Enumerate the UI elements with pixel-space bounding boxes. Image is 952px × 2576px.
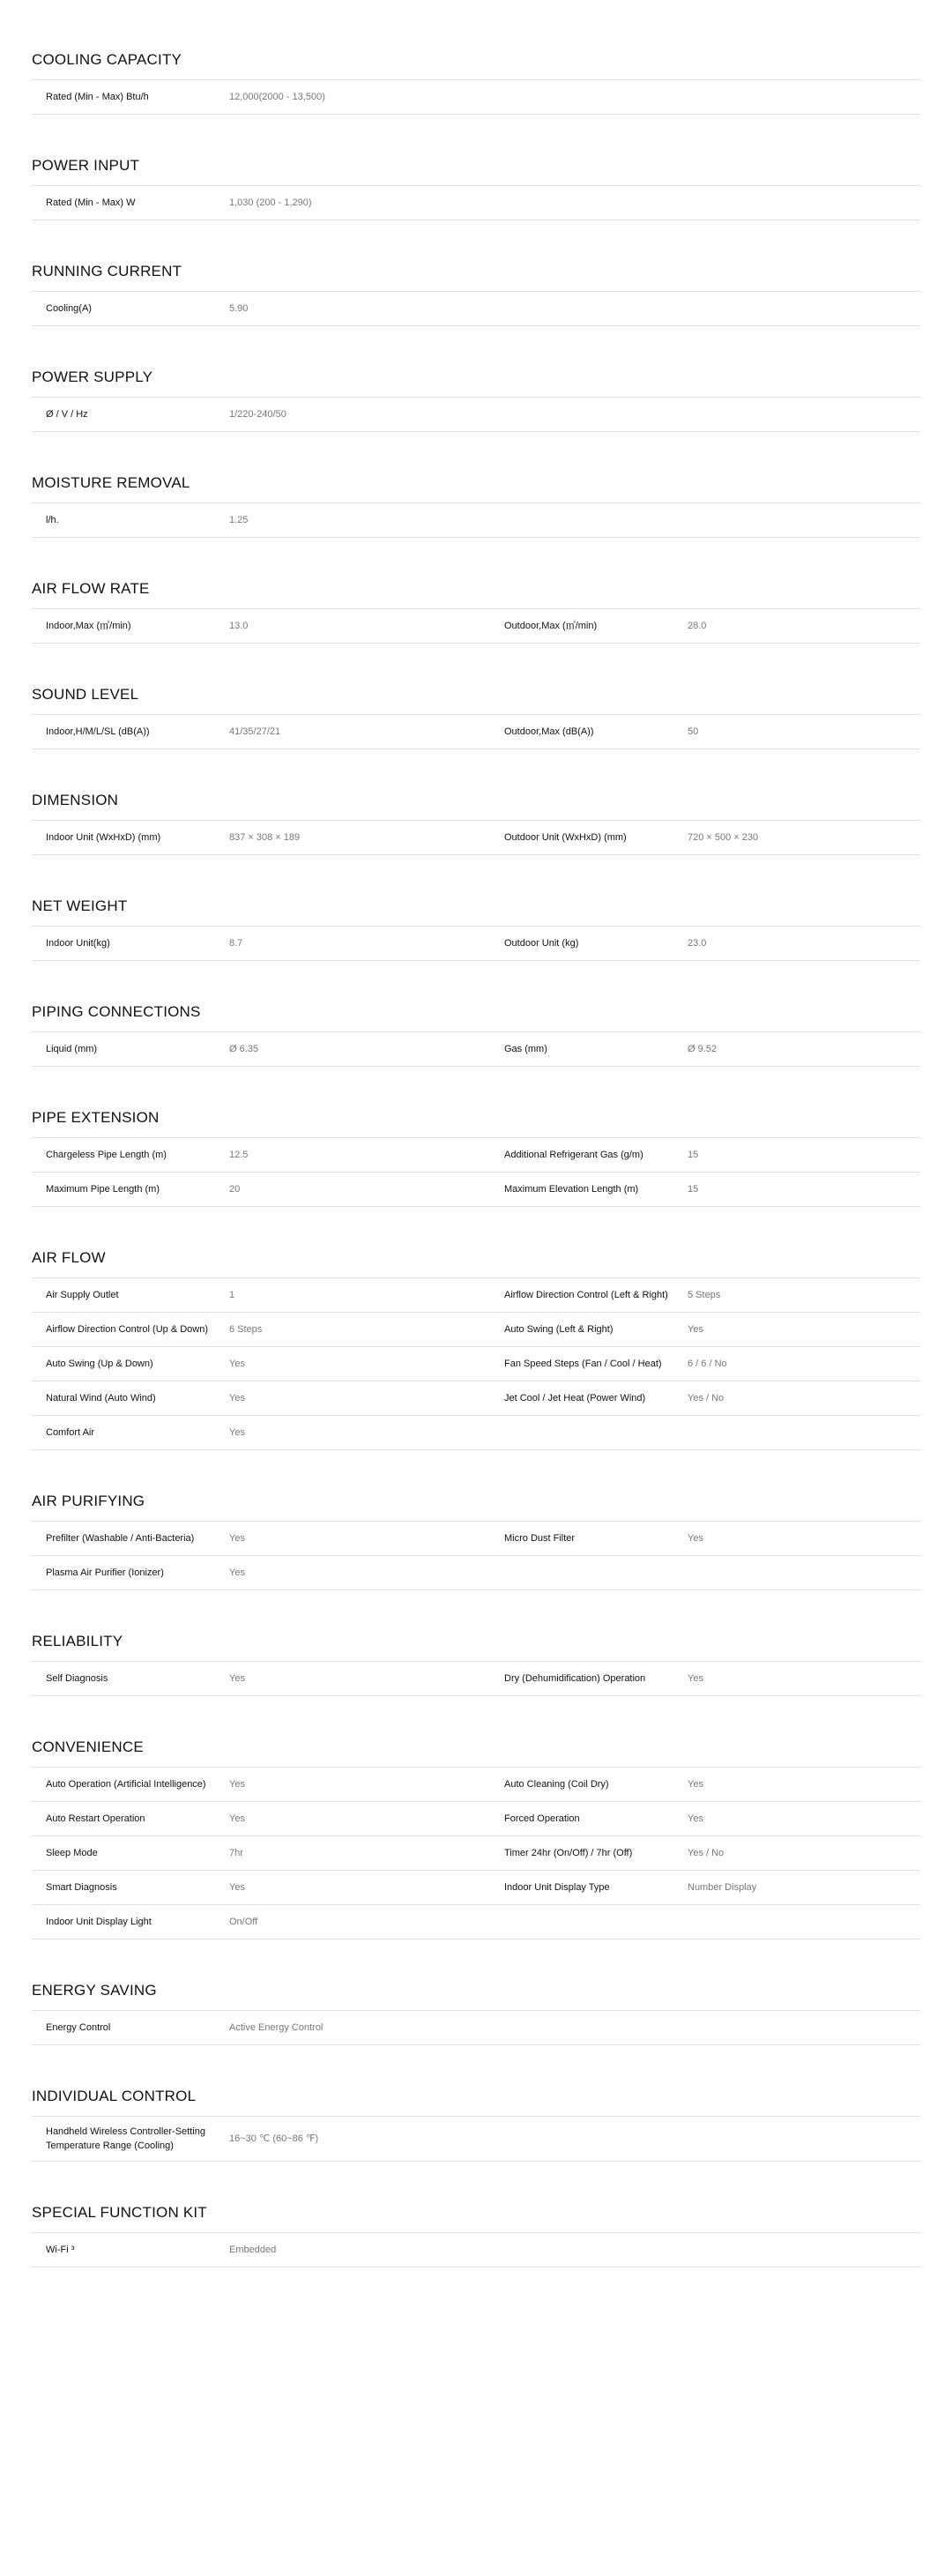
spec-section-power-supply [32,369,920,432]
spec-item [490,717,948,747]
spec-row [32,927,920,961]
spec-item [490,823,948,852]
spec-value: Yes [688,1324,703,1335]
spec-item [32,1664,490,1694]
spec-value: Number Display [688,1882,757,1893]
spec-section-individual-control [32,2088,920,2162]
spec-value: 23.0 [688,938,707,949]
spec-item [32,82,490,112]
spec-label: Indoor,H/M/L/SL (dB(A)) [46,726,150,737]
spec-label: Comfort Air [46,1427,95,1438]
spec-row [32,1138,920,1173]
spec-row [32,1836,920,1871]
spec-label: Ø / V / Hz [46,409,88,420]
spec-label: Plasma Air Purifier (Ionizer) [46,1567,164,1578]
spec-section-dimension [32,792,920,855]
spec-label: Airflow Direction Control (Up & Down) [46,1324,208,1335]
spec-section-special-function-kit [32,2204,920,2267]
spec-value: 16~30 ℃ (60~86 ℉) [229,2133,319,2144]
spec-value: Yes [688,1813,703,1824]
spec-label: Prefilter (Washable / Anti-Bacteria) [46,1533,195,1544]
spec-label: Rated (Min - Max) Btu/h [46,92,149,102]
spec-label: l/h. [46,515,59,525]
spec-item [32,1804,490,1834]
spec-label: Handheld Wireless Controller-Setting Temperature Range (Cooling) [46,2126,205,2151]
spec-row [32,2117,920,2162]
section-title: SPECIAL FUNCTION KIT [32,2204,920,2233]
section-title: DIMENSION [32,792,920,821]
spec-item [32,717,490,747]
section-title: RELIABILITY [32,1633,920,1662]
spec-item [32,1349,490,1379]
spec-item [32,928,490,958]
spec-value: Yes [688,1779,703,1790]
spec-item [490,1769,948,1799]
spec-row [32,1768,920,1802]
spec-label: Energy Control [46,2022,111,2033]
spec-section-energy-saving [32,1982,920,2045]
spec-value: 13.0 [229,621,249,631]
section-title: INDIVIDUAL CONTROL [32,2088,920,2117]
spec-item [32,1034,490,1064]
spec-label: Indoor,Max (㎥/min) [46,621,131,631]
spec-section-air-flow [32,1249,920,1450]
spec-label: Forced Operation [504,1813,580,1824]
spec-item [32,2117,490,2161]
spec-item [490,1280,948,1310]
spec-value: Ø 6.35 [229,1044,259,1054]
spec-value: 5 Steps [688,1290,721,1300]
spec-section-air-flow-rate [32,580,920,644]
spec-item [32,1838,490,1868]
spec-section-convenience [32,1738,920,1939]
spec-item [32,1907,490,1937]
spec-label: Wi-Fi ³ [46,2245,75,2255]
spec-item [32,2013,490,2043]
spec-row [32,2233,920,2267]
section-title: NET WEIGHT [32,897,920,927]
spec-value: On/Off [229,1917,258,1927]
spec-value: Yes [229,1359,245,1369]
spec-value: Yes [229,1813,245,1824]
spec-row [32,821,920,855]
spec-item [490,1523,948,1553]
spec-item [32,1140,490,1170]
spec-value: Yes [229,1882,245,1893]
spec-value: Yes [229,1779,245,1790]
spec-item [32,1523,490,1553]
spec-value: Yes [229,1533,245,1544]
spec-value: Yes / No [688,1848,725,1858]
spec-item [32,399,490,429]
spec-row [32,1313,920,1347]
spec-value: 28.0 [688,621,707,631]
spec-value: 20 [229,1184,241,1195]
spec-row [32,1662,920,1696]
spec-row [32,2011,920,2045]
spec-item [490,1174,948,1204]
section-title: POWER SUPPLY [32,369,920,398]
section-title: COOLING CAPACITY [32,51,920,80]
spec-value: 837 × 308 × 189 [229,832,301,843]
spec-value: 6 Steps [229,1324,263,1335]
spec-value: Yes [229,1427,245,1438]
spec-item [490,1034,948,1064]
spec-item [490,1140,948,1170]
spec-row [32,1905,920,1939]
spec-value: 720 × 500 × 230 [688,832,759,843]
spec-item [32,1174,490,1204]
spec-row [32,715,920,749]
spec-row [32,1416,920,1450]
spec-value: Yes [229,1673,245,1684]
spec-label: Outdoor,Max (㎥/min) [504,621,598,631]
spec-label: Auto Cleaning (Coil Dry) [504,1779,609,1790]
spec-label: Natural Wind (Auto Wind) [46,1393,156,1403]
spec-label: Timer 24hr (On/Off) / 7hr (Off) [504,1848,633,1858]
spec-label: Indoor Unit Display Light [46,1917,152,1927]
section-title: PIPING CONNECTIONS [32,1003,920,1032]
spec-item [32,611,490,641]
spec-item [32,1383,490,1413]
spec-item [32,294,490,324]
spec-label: Self Diagnosis [46,1673,108,1684]
section-title: ENERGY SAVING [32,1982,920,2011]
spec-item [32,1280,490,1310]
spec-label: Outdoor Unit (kg) [504,938,579,949]
spec-label: Gas (mm) [504,1044,547,1054]
spec-value: 5.90 [229,303,249,314]
spec-row [32,186,920,220]
spec-label: Auto Swing (Up & Down) [46,1359,153,1369]
spec-item [490,928,948,958]
spec-value: 12,000(2000 - 13,500) [229,92,325,102]
spec-row [32,1802,920,1836]
spec-value: 15 [688,1184,699,1195]
spec-row [32,398,920,432]
section-title: POWER INPUT [32,157,920,186]
spec-section-cooling-capacity [32,51,920,115]
spec-row [32,80,920,115]
spec-label: Sleep Mode [46,1848,98,1858]
spec-label: Chargeless Pipe Length (m) [46,1150,167,1160]
spec-label: Auto Swing (Left & Right) [504,1324,614,1335]
spec-item [32,505,490,535]
spec-value: 6 / 6 / No [688,1359,727,1369]
spec-item [490,1383,948,1413]
spec-row [32,292,920,326]
spec-value: 1.25 [229,515,249,525]
spec-value: 7hr [229,1848,243,1858]
spec-label: Cooling(A) [46,303,92,314]
spec-value: 41/35/27/21 [229,726,281,737]
spec-value: Yes [229,1567,245,1578]
spec-row [32,1032,920,1067]
section-title: AIR FLOW RATE [32,580,920,609]
spec-row [32,1278,920,1313]
section-title: RUNNING CURRENT [32,263,920,292]
spec-label: Micro Dust Filter [504,1533,576,1544]
section-title: SOUND LEVEL [32,686,920,715]
spec-label: Smart Diagnosis [46,1882,117,1893]
spec-value: 50 [688,726,699,737]
spec-item [32,2235,490,2265]
spec-item [490,611,948,641]
spec-item [490,1349,948,1379]
spec-section-power-input [32,157,920,220]
spec-item [32,188,490,218]
spec-item [490,1664,948,1694]
spec-row [32,1173,920,1207]
spec-value: 1/220-240/50 [229,409,286,420]
spec-row [32,1871,920,1905]
spec-section-net-weight [32,897,920,961]
spec-label: Fan Speed Steps (Fan / Cool / Heat) [504,1359,662,1369]
spec-row [32,1556,920,1590]
spec-label: Indoor Unit(kg) [46,938,110,949]
spec-item [32,1418,490,1448]
spec-label: Jet Cool / Jet Heat (Power Wind) [504,1393,646,1403]
spec-row [32,1522,920,1556]
spec-label: Rated (Min - Max) W [46,197,136,208]
spec-row [32,609,920,644]
spec-value: Yes [688,1673,703,1684]
spec-item [490,1872,948,1902]
section-title: CONVENIENCE [32,1738,920,1768]
spec-section-piping-connections [32,1003,920,1067]
spec-value: 12.5 [229,1150,249,1160]
spec-section-reliability [32,1633,920,1696]
spec-label: Liquid (mm) [46,1044,98,1054]
spec-value: 1 [229,1290,235,1300]
spec-label: Airflow Direction Control (Left & Right) [504,1290,668,1300]
spec-value: Embedded [229,2245,277,2255]
spec-label: Additional Refrigerant Gas (g/m) [504,1150,643,1160]
spec-section-sound-level [32,686,920,749]
spec-item [32,1314,490,1344]
spec-label: Indoor Unit (WxHxD) (mm) [46,832,161,843]
spec-section-moisture-removal [32,474,920,538]
spec-value: Ø 9.52 [688,1044,718,1054]
spec-section-pipe-extension [32,1109,920,1207]
spec-section-air-purifying [32,1493,920,1590]
spec-value: 8.7 [229,938,243,949]
spec-label: Dry (Dehumidification) Operation [504,1673,646,1684]
spec-value: 1,030 (200 - 1,290) [229,197,312,208]
spec-label: Auto Operation (Artificial Intelligence) [46,1779,206,1790]
spec-label: Auto Restart Operation [46,1813,145,1824]
spec-value: 15 [688,1150,699,1160]
spec-row [32,1347,920,1381]
spec-label: Maximum Pipe Length (m) [46,1184,160,1195]
spec-row [32,503,920,538]
spec-item [32,1769,490,1799]
spec-value: Yes [229,1393,245,1403]
spec-value: Yes [688,1533,703,1544]
spec-item [490,1838,948,1868]
spec-item [32,1558,490,1588]
spec-label: Air Supply Outlet [46,1290,119,1300]
spec-row [32,1381,920,1416]
spec-value: Active Energy Control [229,2022,324,2033]
section-title: AIR PURIFYING [32,1493,920,1522]
spec-item [32,823,490,852]
spec-label: Outdoor,Max (dB(A)) [504,726,594,737]
spec-label: Outdoor Unit (WxHxD) (mm) [504,832,627,843]
section-title: PIPE EXTENSION [32,1109,920,1138]
spec-label: Indoor Unit Display Type [504,1882,610,1893]
spec-value: Yes / No [688,1393,725,1403]
section-title: AIR FLOW [32,1249,920,1278]
spec-item [490,1314,948,1344]
spec-item [490,1804,948,1834]
spec-section-running-current [32,263,920,326]
spec-item [32,1872,490,1902]
spec-label: Maximum Elevation Length (m) [504,1184,639,1195]
section-title: MOISTURE REMOVAL [32,474,920,503]
